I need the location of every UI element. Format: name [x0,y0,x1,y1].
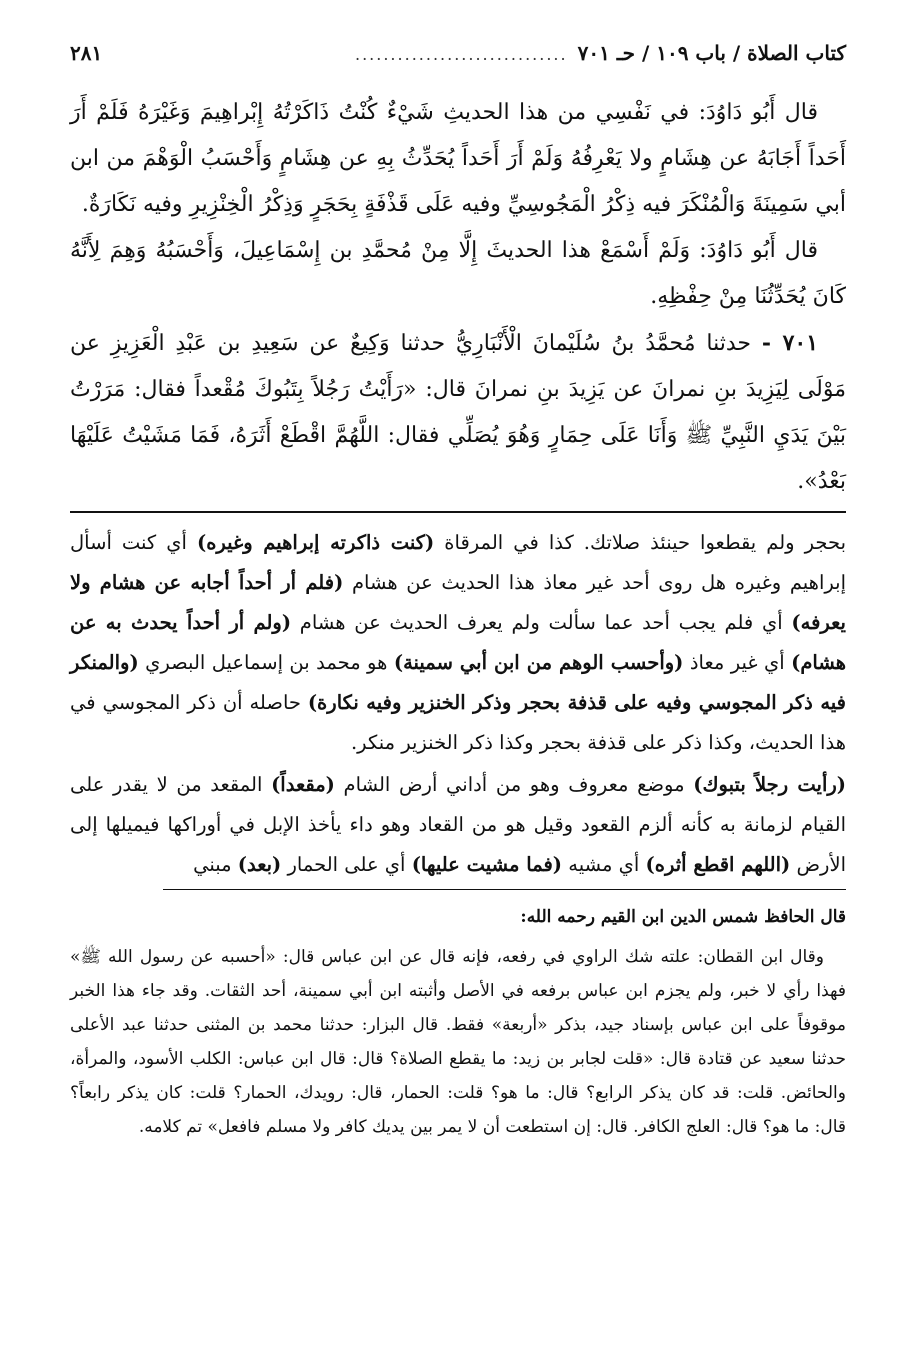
sharh-text: حاصله أن ذكر المجوسي في هذا الحديث، وكذا ذكر على قذفة بحجر وكذا ذكر الخنزير منكر. [70,691,846,754]
commentary-sharh [70,523,846,885]
note-body: وقال ابن القطان: علته شك الراوي في رفعه، فإنه قال عن ابن عباس قال: «أحسبه عن رسول الله ﷺ» فهذا رأي لا خبر، ولم يجزم ابن عباس برفعه في الأصل وأثبته ابن أبي سمينة، أحد الثقات. وقد جاء هذا الخبر موقوفاً على ابن عباس بإسناد جيد، بذكر «أربعة» فقط. قال البزار: حدثنا محمد بن المثنى حدثنا عبد الأعلى حدثنا سعيد عن قتادة قال: «قلت لجابر بن زيد: ما يقطع الصلاة؟ قال: قال ابن عباس: الكلب الأسود، والمرأة، والحائض. قلت: قد كان يذكر الرابع؟ قال: ما هو؟ قلت: الحمار، قال: رويدك، الحمار؟ قلت: كان يذكر رابعاً؟ قال: ما هو؟ قال: العلج الكافر. قال: إن استطعت أن لا يمر بين يديك كافر ولا مسلم فافعل» تم كلامه. [70,947,846,1137]
sharh-paragraph-1 [70,523,846,763]
running-header [70,38,846,70]
hadith-number: ٧٠١ - [761,330,819,356]
headword: (كنت ذاكرته إبراهيم وغيره) [196,531,435,554]
hadith-text: حدثنا مُحمَّدُ بنُ سُلَيْمانَ الْأَنْبَارِيُّ حدثنا وَكِيعٌ عن سَعِيدِ بن عَبْدِ الْعَزِيزِ عن مَوْلَى لِيَزِيدَ بنِ نمرانَ عن يَزِيدَ بنِ نمرانَ قال: «رَأَيْتُ رَجُلاً بِتَبُوكَ مُقْعداً فقال: مَرَرْتُ بَيْنَ يَدَيِ النَّبِيِّ ﷺ وَأَنَا عَلَى حِمَارٍ وَهُوَ يُصَلِّي فقال: اللَّهُمَّ اقْطَعْ أَثَرَهُ، فَمَا مَشَيْتُ عَلَيْهَا بَعْدُ». [70,331,846,494]
sharh-text: هو محمد بن إسماعيل البصري [138,651,394,674]
headword: (مقعداً) [271,773,335,796]
sharh-text: بحجر ولم يقطعوا حينئذ صلاتك. كذا في المرقاة [434,531,846,554]
matn-paragraph-1: قال أَبُو دَاوُدَ: في نَفْسِي من هذا الحديثِ شَيْءٌ كُنْتُ ذَاكَرْتُهُ إِبْراهِيمَ وَغَيْرَهُ فَلَمْ أَرَ أَحَداً أَجَابَهُ عن هِشَامٍ ولا يَعْرِفُهُ وَلَمْ أَرَ أَحَداً يُحَدِّثُ بِهِ عن هِشَامٍ وَأَحْسَبُ الْوَهْمَ من ابن أبي سَمِينَةَ وَالْمُنْكَرَ فيه ذِكْرُ الْمَجُوسِيِّ وفيه عَلَى قَذْفَةٍ بِحَجَرٍ وَذِكْرُ الْخِنْزِيرِ وفيه نَكَارَةٌ. [70,100,846,217]
chapter-title: كتاب الصلاة / باب ١٠٩ / حـ ٧٠١ [577,41,846,65]
sharh-text: موضع معروف وهو من أداني أرض الشام [334,773,694,796]
headword: (فما مشيت عليها) [411,853,563,876]
sharh-text: أي مشيه [562,853,646,876]
page-number: ٢٨١ [70,41,103,65]
headword: (فلم أر أحداً أجابه عن هشام ولا يعرفه) [70,571,846,634]
headword: (بعد) [237,853,282,876]
sharh-text: أي على الحمار [281,853,412,876]
sharh-text: المقعد من لا يقدر على القيام لزمانة به كأنه ألزم القعود وقيل هو من القعاد وهو داء يأخذ الإبل في أوراكها فيميلها إلى الأرض [70,773,846,876]
headword: (رأيت رجلاً بتبوك) [693,773,847,796]
headword: (والمنكر فيه ذكر المجوسي وفيه على قذفة بحجر وذكر الخنزير وفيه نكارة) [70,651,846,714]
sharh-paragraph-2 [70,765,846,885]
hadith-701 [70,320,846,505]
matn-paragraph-2: قال أَبُو دَاوُدَ: وَلَمْ أَسْمَعْ هذا الحديثَ إِلَّا مِنْ مُحمَّدِ بن إِسْمَاعِيلَ، وَأَحْسَبُهُ وَهِمَ لِأَنَّهُ كَانَ يُحَدِّثُنَا مِنْ حِفْظِهِ. [70,238,846,309]
main-text [70,90,846,505]
sharh-text: مبني [193,853,238,876]
leader-dots: .............................. [355,45,568,64]
sharh-text: أي كنت أسأل إبراهيم وغيره هل روى أحد غير معاذ هذا الحديث عن هشام [70,531,846,594]
ibn-qayyim-note [70,900,846,1144]
headword: (ولم أر أحداً يحدث به عن هشام) [70,611,847,674]
section-divider [70,511,846,513]
headword: (اللهم اقطع أثره) [645,853,791,876]
footnote-divider [163,889,846,890]
sharh-text: أي غير معاذ [683,651,792,674]
sharh-text: أي فلم يجب أحد عما سألت ولم يعرف الحديث عن هشام [291,611,792,634]
note-intro: قال الحافظ شمس الدين ابن القيم رحمه الله: [520,907,846,927]
headword: (وأحسب الوهم من ابن أبي سمينة) [393,651,684,674]
